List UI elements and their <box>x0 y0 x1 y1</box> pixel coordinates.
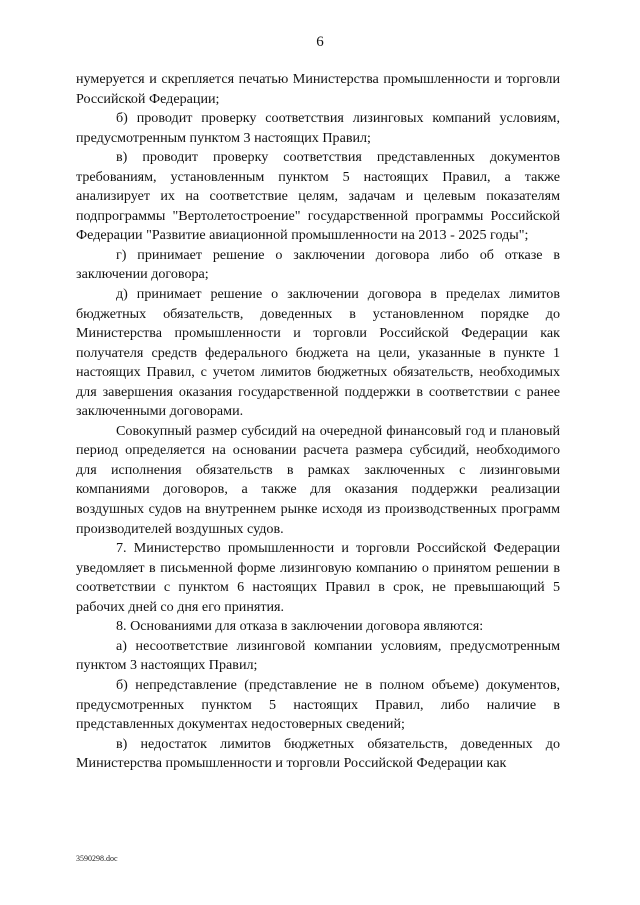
document-body <box>76 70 560 774</box>
paragraph-item-b-verify-companies: б) проводит проверку соответствия лизинговых компаний условиям, предусмотренным пунктом 3 настоящих Правил; <box>76 110 560 146</box>
paragraph-clause-8-a: а) несоответствие лизинговой компании условиям, предусмотренным пунктом 3 настоящих Правил; <box>76 637 560 674</box>
paragraph-item-g-decision: г) принимает решение о заключении договора либо об отказе в заключении договора; <box>76 246 560 283</box>
paragraph-continuation: нумеруется и скрепляется печатью Министерства промышленности и торговли Российской Федерации; <box>76 71 560 107</box>
paragraph-item-v-verify-documents: в) проводит проверку соответствия представленных документов требованиям, установленным пунктом 5 настоящих Правил, а также анализирует их на соответствие целям, задачам и целевым показателям подпрограммы "Вертолетостроение" государственной программы Российской Федерации "Развитие авиационной промышленности на 2013 - 2025 годы"; <box>76 149 560 244</box>
paragraph-clause-8: 8. Основаниями для отказа в заключении договора являются: <box>116 618 484 635</box>
footer-filename: 3590298.doc <box>76 854 118 863</box>
paragraph-item-d-decision-limits: д) принимает решение о заключении договора в пределах лимитов бюджетных обязательств, доведенных в установленном порядке до Министерства промышленности и торговли Российской Федерации как получателя средств федерального бюджета на цели, указанные в пункте 1 настоящих Правил, с учетом лимитов бюджетных обязательств, необходимых для завершения оказания государственной поддержки в соответствии с ранее заключенными договорами. <box>76 286 560 420</box>
paragraph-subsidy-total: Совокупный размер субсидий на очередной финансовый год и плановый период определяется на основании расчета размера субсидий, необходимого для исполнения обязательств в рамках заключенных с лизинговыми компаниями договоров, а также для оказания поддержки реализации воздушных судов на внутреннем рынке исходя из производственных программ производителей воздушных судов. <box>76 422 560 537</box>
paragraph-clause-7: 7. Министерство промышленности и торговли Российской Федерации уведомляет в письменной форме лизинговую компанию о принятом решении в соответствии с пунктом 6 настоящих Правил в срок, не превышающий 5 рабочих дней со дня его принятия. <box>76 540 560 615</box>
paragraph-clause-8-b: б) непредставление (представление не в полном объеме) документов, предусмотренных пунктом 5 настоящих Правил, либо наличие в представленных документах недостоверных сведений; <box>76 676 560 733</box>
page-number: 6 <box>316 34 324 50</box>
paragraph-clause-8-v: в) недостаток лимитов бюджетных обязательств, доведенных до Министерства промышленности и торговли Российской Федерации как <box>76 735 560 772</box>
